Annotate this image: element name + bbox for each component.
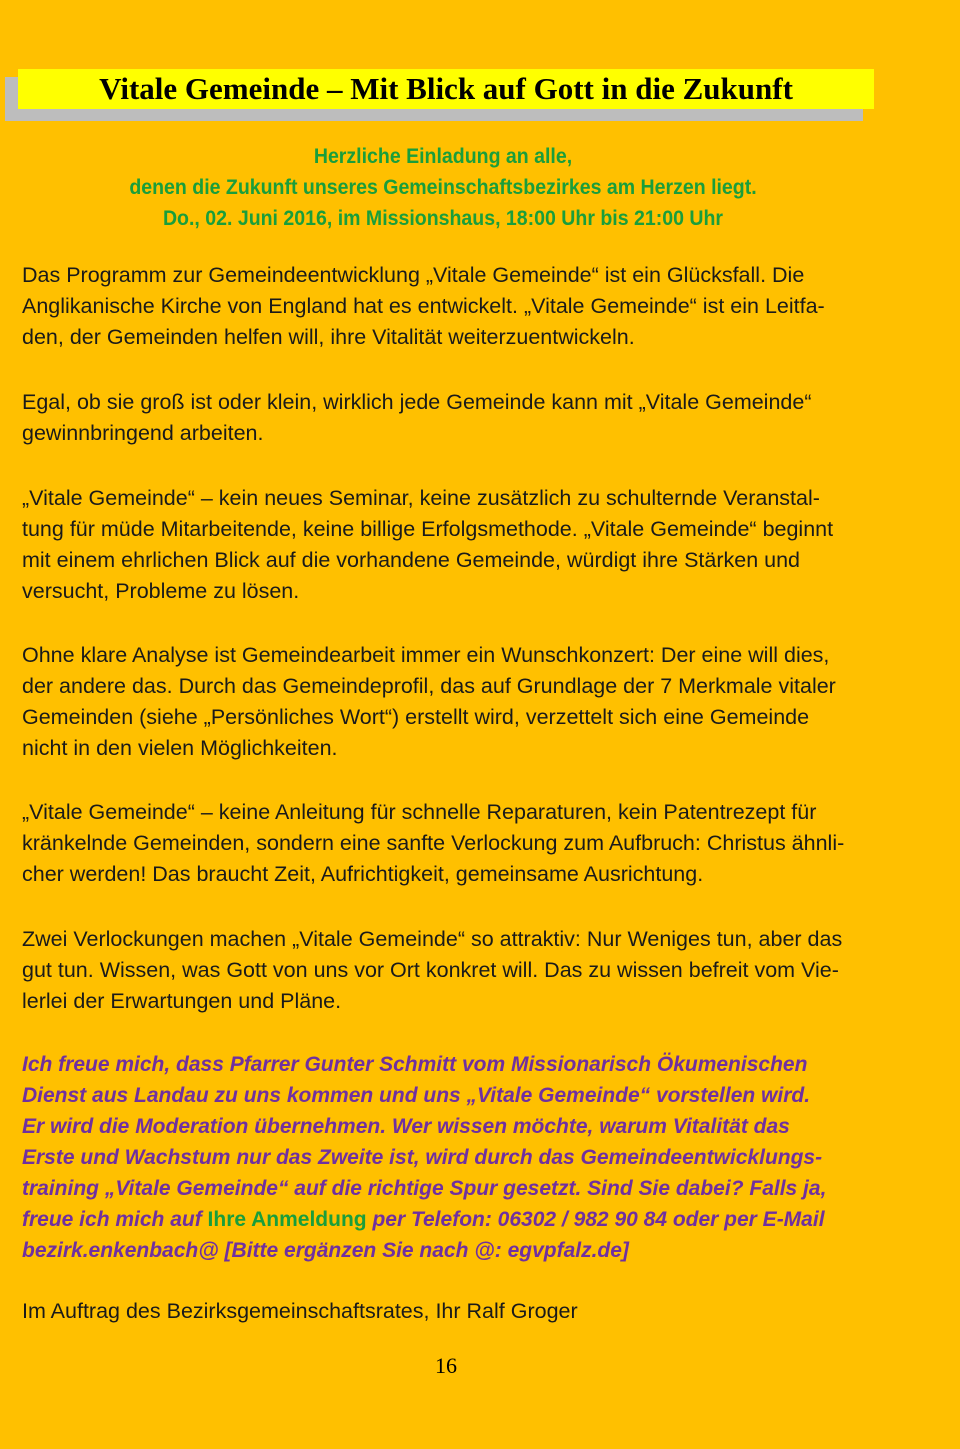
page-title-text: Vitale Gemeinde – Mit Blick auf Gott in die Zukunft — [99, 71, 793, 106]
closing-line: training „Vitale Gemeinde“ auf die richtige Spur gesetzt. Sind Sie dabei? Falls ja, — [22, 1177, 827, 1200]
paragraph-line: gut tun. Wissen, was Gott von uns vor Ort konkret will. Das zu wissen befreit vom Vie- — [22, 958, 839, 982]
paragraph-5 — [22, 797, 872, 890]
closing-line: Er wird die Moderation übernehmen. Wer wissen möchte, warum Vitalität das — [22, 1115, 790, 1138]
paragraph-line: Zwei Verlockungen machen „Vitale Gemeinde“ so attraktiv: Nur Weniges tun, aber das — [22, 927, 843, 951]
closing-line-email: bezirk.enkenbach@ [Bitte ergänzen Sie nach @: egvpfalz.de] — [22, 1239, 629, 1262]
paragraph-line: mit einem ehrlichen Blick auf die vorhandene Gemeinde, würdigt ihre Stärken und — [22, 548, 801, 572]
closing-line: Ich freue mich, dass Pfarrer Gunter Schmitt vom Missionarisch Ökumenischen — [22, 1053, 808, 1076]
signature — [22, 1296, 872, 1327]
page-title — [18, 69, 874, 109]
paragraph-line: Gemeinden (siehe „Persönliches Wort“) erstellt wird, verzettelt sich eine Gemeinde — [22, 705, 810, 729]
paragraph-line: „Vitale Gemeinde“ – kein neues Seminar, keine zusätzlich zu schulternde Veranstal- — [22, 486, 820, 510]
paragraph-line: Egal, ob sie groß ist oder klein, wirklich jede Gemeinde kann mit „Vitale Gemeinde“ — [22, 390, 812, 414]
paragraph-4 — [22, 640, 872, 764]
paragraph-line: der andere das. Durch das Gemeindeprofil, das auf Grundlage der 7 Merkmale vitaler — [22, 674, 836, 698]
closing-line: Dienst aus Landau zu uns kommen und uns „Vitale Gemeinde“ vorstellen wird. — [22, 1084, 811, 1107]
paragraph-line: kränkelnde Gemeinden, sondern eine sanfte Verlockung zum Aufbruch: Christus ähnli- — [22, 831, 845, 855]
invitation-line-3: Do., 02. Juni 2016, im Missionshaus, 18:00 Uhr bis 21:00 Uhr — [162, 207, 724, 230]
closing-invitation — [22, 1049, 902, 1266]
closing-text: per Telefon: 06302 / 982 90 84 oder per E-Mail — [366, 1208, 825, 1231]
paragraph-2 — [22, 387, 872, 449]
paragraph-line: cher werden! Das braucht Zeit, Aufrichtigkeit, gemeinsame Ausrichtung. — [22, 862, 704, 886]
paragraph-line: versucht, Probleme zu lösen. — [22, 579, 300, 603]
paragraph-line: nicht in den vielen Möglichkeiten. — [22, 736, 338, 760]
paragraph-line: Das Programm zur Gemeindeentwicklung „Vitale Gemeinde“ ist ein Glücksfall. Die — [22, 263, 805, 287]
closing-text: freue ich mich auf — [22, 1208, 208, 1231]
paragraph-line: Anglikanische Kirche von England hat es entwickelt. „Vitale Gemeinde“ ist ein Leitfa- — [22, 294, 825, 318]
paragraph-line: lerlei der Erwartungen und Pläne. — [22, 989, 342, 1013]
invitation-block — [31, 141, 855, 234]
invitation-line-1: Herzliche Einladung an alle, — [313, 145, 573, 168]
paragraph-line: „Vitale Gemeinde“ – keine Anleitung für schnelle Reparaturen, kein Patentrezept für — [22, 800, 817, 824]
paragraph-line: tung für müde Mitarbeitende, keine billige Erfolgsmethode. „Vitale Gemeinde“ beginnt — [22, 517, 834, 541]
paragraph-1 — [22, 260, 872, 353]
paragraph-6 — [22, 924, 872, 1017]
registration-highlight: Ihre Anmeldung — [207, 1208, 367, 1231]
closing-line: Erste und Wachstum nur das Zweite ist, wird durch das Gemeindeentwicklungs- — [22, 1146, 823, 1169]
paragraph-line: Ohne klare Analyse ist Gemeindearbeit immer ein Wunschkonzert: Der eine will dies, — [22, 643, 830, 667]
closing-line-registration — [22, 1204, 902, 1235]
paragraph-line: den, der Gemeinden helfen will, ihre Vitalität weiterzuentwickeln. — [22, 325, 635, 349]
signature-text: Im Auftrag des Bezirksgemeinschaftsrates, Ihr Ralf Groger — [22, 1299, 578, 1323]
paragraph-line: gewinnbringend arbeiten. — [22, 421, 264, 445]
paragraph-3 — [22, 483, 872, 607]
invitation-line-2: denen die Zukunft unseres Gemeinschaftsbezirkes am Herzen liegt. — [129, 176, 757, 199]
page-number: 16 — [435, 1353, 457, 1378]
